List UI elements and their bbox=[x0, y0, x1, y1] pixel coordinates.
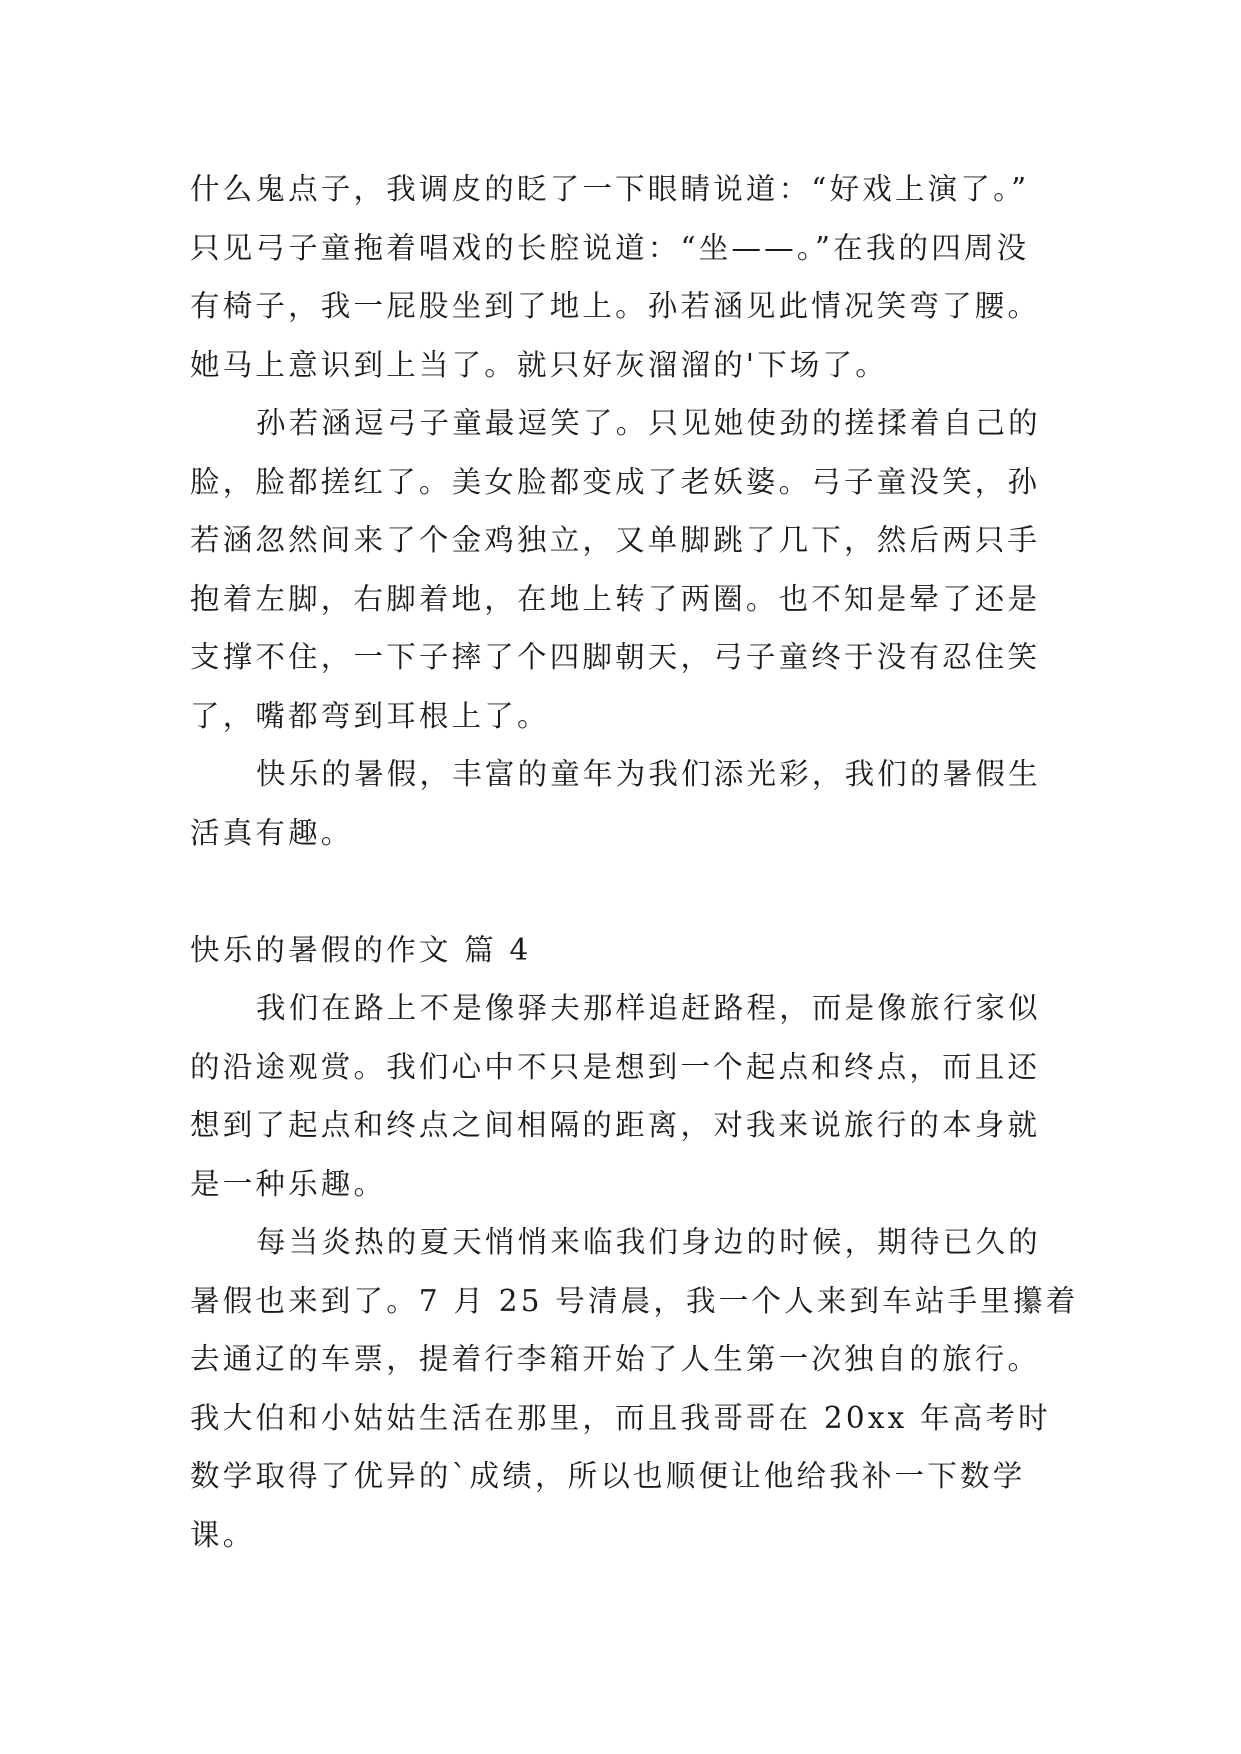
text-line: 是一种乐趣。 bbox=[190, 1166, 387, 1201]
text-line: 抱着左脚，右脚着地，在地上转了两圈。也不知是晕了还是 bbox=[190, 581, 1041, 616]
text-line: 活真有趣。 bbox=[190, 815, 354, 850]
section-heading: 快乐的暑假的作文 篇 4 bbox=[190, 932, 532, 967]
paragraph-start-line: 孙若涵逗弓子童最逗笑了。只见她使劲的搓揉着自己的 bbox=[256, 406, 1041, 440]
paragraph-start-line: 每当炎热的夏天悄悄来临我们身边的时候，期待已久的 bbox=[256, 1225, 1041, 1259]
text-line: 的沿途观赏。我们心中不只是想到一个起点和终点，而且还 bbox=[190, 1049, 1041, 1084]
text-line: 脸，脸都搓红了。美女脸都变成了老妖婆。弓子童没笑，孙 bbox=[190, 464, 1041, 499]
paragraph-start-line: 快乐的暑假，丰富的童年为我们添光彩，我们的暑假生 bbox=[256, 757, 1041, 791]
text-line: 课。 bbox=[190, 1517, 256, 1552]
text-line: 有椅子，我一屁股坐到了地上。孙若涵见此情况笑弯了腰。 bbox=[190, 289, 1041, 323]
text-line: 支撑不住，一下子摔了个四脚朝天，弓子童终于没有忍住笑 bbox=[190, 640, 1041, 674]
text-line: 了，嘴都弯到耳根上了。 bbox=[190, 698, 550, 733]
text-line: 暑假也来到了。7 月 25 号清晨，我一个人来到车站手里攥着 bbox=[190, 1283, 1079, 1318]
paragraph-start-line: 我们在路上不是像驿夫那样追赶路程，而是像旅行家似 bbox=[256, 991, 1041, 1025]
text-line: 什么鬼点子，我调皮的眨了一下眼睛说道：“好戏上演了。” bbox=[190, 172, 1030, 206]
text-line: 她马上意识到上当了。就只好灰溜溜的'下场了。 bbox=[190, 347, 889, 382]
text-line: 若涵忽然间来了个金鸡独立，又单脚跳了几下，然后两只手 bbox=[190, 523, 1041, 557]
essay-text bbox=[190, 160, 1079, 1564]
section-gap bbox=[190, 862, 1056, 921]
text-line: 数学取得了优异的`成绩，所以也顺便让他给我补一下数学 bbox=[190, 1459, 1026, 1493]
text-line: 我大伯和小姑姑生活在那里，而且我哥哥在 20xx 年高考时 bbox=[190, 1400, 1051, 1435]
text-line: 想到了起点和终点之间相隔的距离，对我来说旅行的本身就 bbox=[190, 1108, 1041, 1142]
text-line: 去通辽的车票，提着行李箱开始了人生第一次独自的旅行。 bbox=[190, 1342, 1041, 1376]
text-line: 只见弓子童拖着唱戏的长腔说道：“坐——。”在我的四周没 bbox=[190, 230, 1030, 265]
